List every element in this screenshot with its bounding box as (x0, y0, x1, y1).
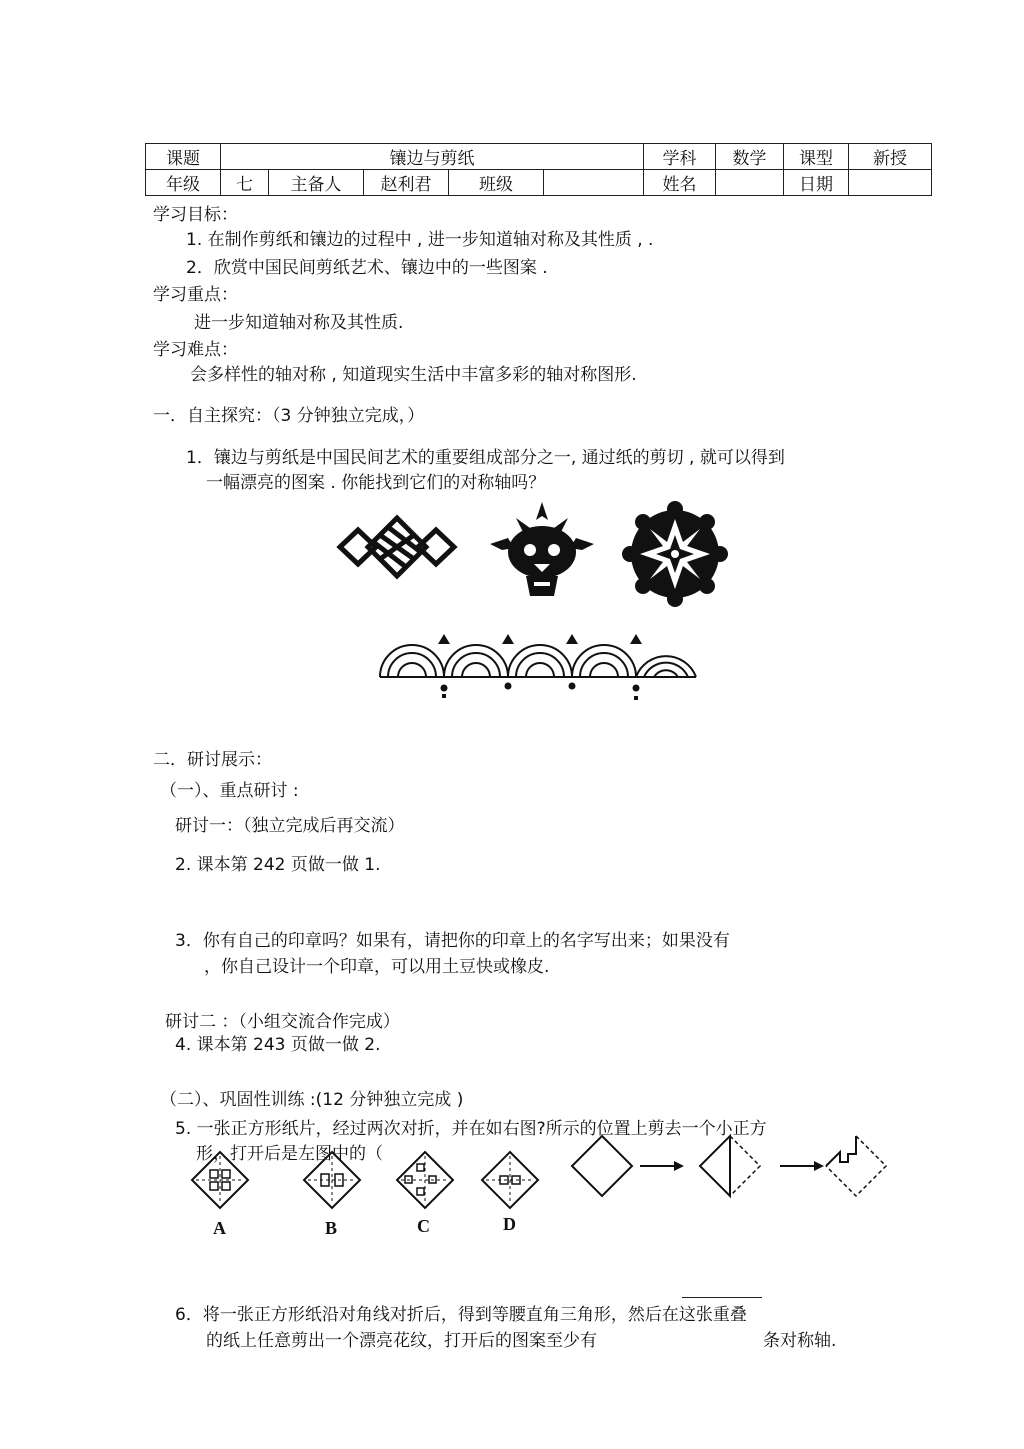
star-flower-figure (626, 505, 724, 603)
date-value (849, 170, 932, 196)
question-1-line2: 一幅漂亮的图案 . 你能找到它们的对称轴吗？ (206, 473, 546, 493)
question-3-line2: ，你自己设计一个印章，可以用土豆快或橡皮. (204, 957, 550, 977)
header-row-2 (146, 170, 932, 196)
difficulties-text: 会多样性的轴对称 , 知道现实生活中丰富多彩的轴对称图形. (190, 365, 637, 385)
class-value (544, 170, 644, 196)
answer-blank-line (682, 1297, 762, 1298)
border-pattern-figure (378, 630, 698, 704)
name-label: 姓名 (644, 170, 716, 196)
objective-item-2: 2．欣赏中国民间剪纸艺术、镶边中的一些图案 . (186, 258, 548, 278)
lesson-type-label: 课型 (784, 144, 849, 170)
chinese-knot-figure (338, 510, 456, 584)
preparer-label: 主备人 (269, 170, 364, 196)
preparer-value: 赵利君 (364, 170, 449, 196)
question-6-line1: 6．将一张正方形纸沿对角线对折后，得到等腰直角三角形，然后在这张重叠 (175, 1305, 747, 1325)
question-3-line1: 3．你有自己的印章吗？如果有，请把你的印章上的名字写出来；如果没有 (175, 931, 730, 951)
option-a-label: A (213, 1218, 226, 1238)
date-label: 日期 (784, 170, 849, 196)
key-points-text: 进一步知道轴对称及其性质. (194, 313, 404, 333)
header-table (145, 143, 932, 196)
objectives-title: 学习目标： (153, 205, 238, 225)
grade-label: 年级 (146, 170, 221, 196)
key-points-title: 学习重点： (153, 285, 238, 305)
option-c-label: C (417, 1216, 430, 1236)
name-value (716, 170, 784, 196)
option-b-figure (302, 1150, 362, 1210)
section2-title: 二．研讨展示： (153, 750, 272, 770)
header-row-1 (146, 144, 932, 170)
objective-item-1: 1. 在制作剪纸和镶边的过程中 , 进一步知道轴对称及其性质 , . (186, 230, 654, 250)
section2-sub1: （一）、重点研讨 : (160, 781, 299, 801)
subject-label: 学科 (644, 144, 716, 170)
question-6-line2: 的纸上任意剪出一个漂亮花纹，打开后的图案至少有 (206, 1331, 597, 1351)
question-5-line1: 5. 一张正方形纸片，经过两次对折，并在如右图?所示的位置上剪去一个小正方 (175, 1119, 767, 1139)
subject-value: 数学 (716, 144, 784, 170)
question-4: 4. 课本第 243 页做一做 2. (175, 1035, 381, 1055)
option-d-figure (480, 1150, 540, 1210)
option-b-label: B (325, 1218, 338, 1238)
discussion-1: 研讨一：（独立完成后再交流） (175, 816, 405, 836)
section2-sub2: （二）、巩固性训练 :(12 分钟独立完成 ) (160, 1090, 464, 1110)
grade-value: 七 (221, 170, 269, 196)
discussion-2: 研讨二 ：（小组交流合作完成） (165, 1012, 400, 1032)
topic-label: 课题 (146, 144, 221, 170)
question-1-line1: 1．镶边与剪纸是中国民间艺术的重要组成部分之一, 通过纸的剪切 , 就可以得到 (186, 448, 785, 468)
difficulties-title: 学习难点： (153, 340, 238, 360)
option-d-label: D (503, 1214, 516, 1234)
question-2: 2. 课本第 242 页做一做 1. (175, 855, 381, 875)
question-5-line2: 形，打开后是左图中的（ (196, 1144, 383, 1164)
option-c-figure (395, 1150, 455, 1210)
question-6-line3: 条对称轴. (763, 1331, 837, 1351)
section1-title: 一．自主探究：（3 分钟独立完成，） (153, 406, 425, 426)
class-label: 班级 (449, 170, 544, 196)
folding-process-figure (570, 1130, 890, 1200)
flower-basket-figure (488, 500, 596, 600)
topic-value: 镶边与剪纸 (221, 144, 644, 170)
lesson-type-value: 新授 (849, 144, 932, 170)
option-a-figure (190, 1150, 250, 1210)
